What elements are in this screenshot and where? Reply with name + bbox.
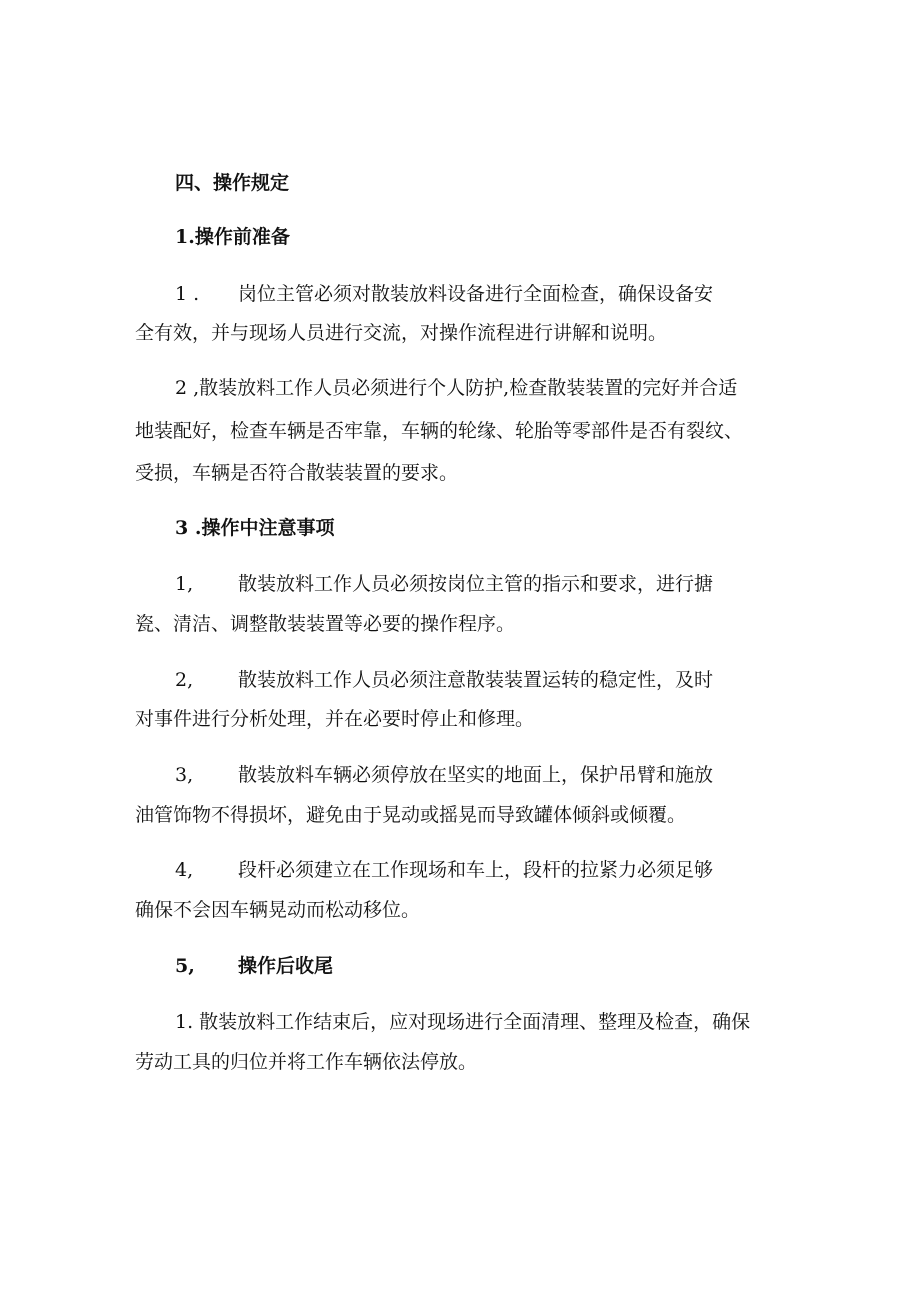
during-item-2-line-1: 散装放料工作人员必须注意散装装置运转的稳定性，及时	[238, 669, 714, 691]
during-item-4-number: 4,	[175, 859, 194, 881]
during-item-4-line-1: 段杆必须建立在工作现场和车上，段杆的拉紧力必须足够	[238, 859, 714, 881]
before-item-2-line-2: 地装配好，检查车辆是否牢靠，车辆的轮缘、轮胎等零部件是否有裂纹、	[135, 420, 744, 442]
before-item-1-line-2: 全有效，并与现场人员进行交流，对操作流程进行讲解和说明。	[135, 322, 668, 344]
after-item-1-line-2: 劳动工具的归位并将工作车辆依法停放。	[135, 1051, 478, 1073]
after-heading-number: 5,	[175, 955, 195, 977]
before-item-2-line-1: 2 ,散装放料工作人员必须进行个人防护,检查散装装置的完好并合适	[175, 377, 738, 399]
after-item-1-line-1: 1. 散装放料工作结束后，应对现场进行全面清理、整理及检查，确保	[175, 1011, 751, 1033]
during-item-1-number: 1,	[175, 573, 194, 595]
during-item-2-line-2: 对事件进行分析处理，并在必要时停止和修理。	[135, 708, 535, 730]
section-title: 四、操作规定	[175, 172, 290, 194]
before-item-1-number: 1 .	[175, 283, 200, 305]
heading-during-operation: 3 .操作中注意事项	[175, 517, 335, 539]
during-item-3-line-1: 散装放料车辆必须停放在坚实的地面上，保护吊臂和施放	[238, 764, 714, 786]
during-item-4-line-2: 确保不会因车辆晃动而松动移位。	[135, 899, 421, 921]
during-item-1-line-1: 散装放料工作人员必须按岗位主管的指示和要求，进行搪	[238, 573, 714, 595]
during-item-1-line-2: 瓷、清洁、调整散装装置等必要的操作程序。	[135, 613, 516, 635]
during-item-3-line-2: 油管饰物不得损坏，避免由于晃动或摇晃而导致罐体倾斜或倾覆。	[135, 804, 687, 826]
during-item-3-number: 3,	[175, 764, 194, 786]
heading-after-operation: 操作后收尾	[238, 955, 334, 977]
before-item-1-line-1: 岗位主管必须对散装放料设备进行全面检查，确保设备安	[238, 283, 714, 305]
before-item-2-line-3: 受损，车辆是否符合散装装置的要求。	[135, 462, 459, 484]
during-item-2-number: 2,	[175, 669, 194, 691]
heading-before-operation: 1.操作前准备	[175, 226, 290, 248]
